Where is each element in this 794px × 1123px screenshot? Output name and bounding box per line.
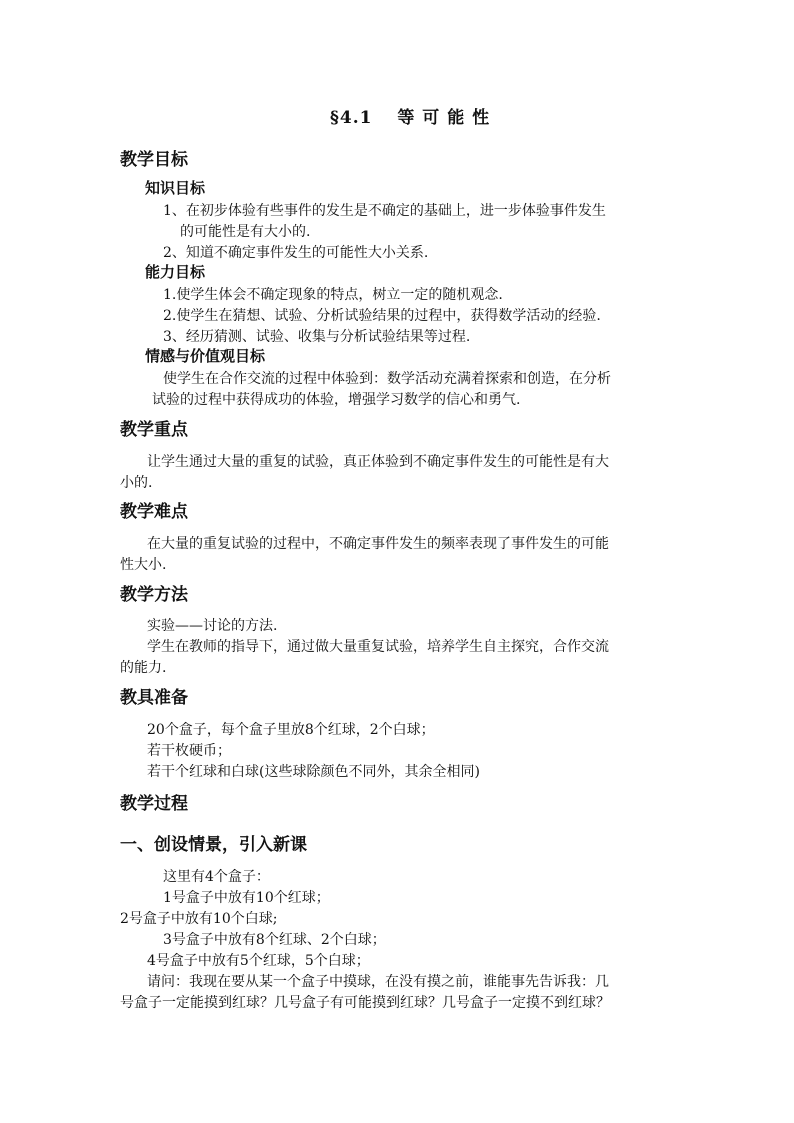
knowledge-item-1: 1、在初步体验有些事件的发生是不确定的基础上，进一步体验事件发生: [163, 203, 606, 219]
tools-line-1: 20个盒子，每个盒子里放8个红球，2个白球；: [147, 722, 435, 738]
ability-item-2: 2.使学生在猜想、试验、分析试验结果的过程中，获得数学活动的经验.: [163, 308, 601, 324]
heading-emotion-objectives: 情感与价值观目标: [145, 347, 266, 365]
key-point-line-1: 让学生通过大量的重复的试验，真正体验到不确定事件发生的可能性是有大: [147, 454, 609, 470]
emotion-line-1: 使学生在合作交流的过程中体验到：数学活动充满着探索和创造，在分析: [163, 371, 611, 387]
difficulty-line-1: 在大量的重复试验的过程中，不确定事件发生的频率表现了事件发生的可能: [147, 536, 609, 552]
heading-key-point: 教学重点: [120, 420, 188, 440]
process-line-4: 3号盒子中放有8个红球、2个白球；: [163, 932, 386, 948]
process-line-3: 2号盒子中放有10个白球;: [120, 911, 278, 927]
heading-process-part1: 一、创设情景，引入新课: [120, 835, 307, 855]
process-line-7: 号盒子一定能摸到红球？几号盒子有可能摸到红球？几号盒子一定摸不到红球？: [120, 995, 610, 1011]
method-line-3: 的能力.: [120, 660, 167, 676]
page-title: §4.1 等 可 能 性: [330, 108, 491, 128]
process-line-1: 这里有4个盒子：: [163, 869, 270, 885]
process-line-2: 1号盒子中放有10个红球；: [163, 890, 330, 906]
tools-line-2: 若干枚硬币；: [147, 743, 231, 759]
heading-objectives: 教学目标: [120, 150, 188, 170]
method-line-2: 学生在教师的指导下，通过做大量重复试验，培养学生自主探究，合作交流: [147, 639, 609, 655]
heading-tools: 教具准备: [120, 688, 188, 708]
tools-line-3: 若干个红球和白球(这些球除颜色不同外，其余全相同): [147, 764, 480, 780]
heading-ability-objectives: 能力目标: [145, 263, 206, 281]
knowledge-item-1-cont: 的可能性是有大小的.: [180, 224, 311, 240]
process-line-5: 4号盒子中放有5个红球，5个白球；: [147, 953, 370, 969]
emotion-line-2: 试验的过程中获得成功的体验，增强学习数学的信心和勇气.: [152, 392, 521, 408]
key-point-line-2: 小的.: [120, 475, 153, 491]
method-line-1: 实验——讨论的方法.: [147, 618, 278, 634]
ability-item-1: 1.使学生体会不确定现象的特点，树立一定的随机观念.: [163, 287, 503, 303]
heading-knowledge-objectives: 知识目标: [145, 179, 206, 197]
process-line-6: 请问：我现在要从某一个盒子中摸球，在没有摸之前，谁能事先告诉我：几: [147, 974, 609, 990]
heading-method: 教学方法: [120, 585, 188, 605]
difficulty-line-2: 性大小.: [120, 557, 167, 573]
knowledge-item-2: 2、知道不确定事件发生的可能性大小关系.: [163, 245, 429, 261]
ability-item-3: 3、经历猜测、试验、收集与分析试验结果等过程.: [163, 329, 471, 345]
heading-process: 教学过程: [120, 794, 188, 814]
heading-difficulty: 教学难点: [120, 502, 188, 522]
